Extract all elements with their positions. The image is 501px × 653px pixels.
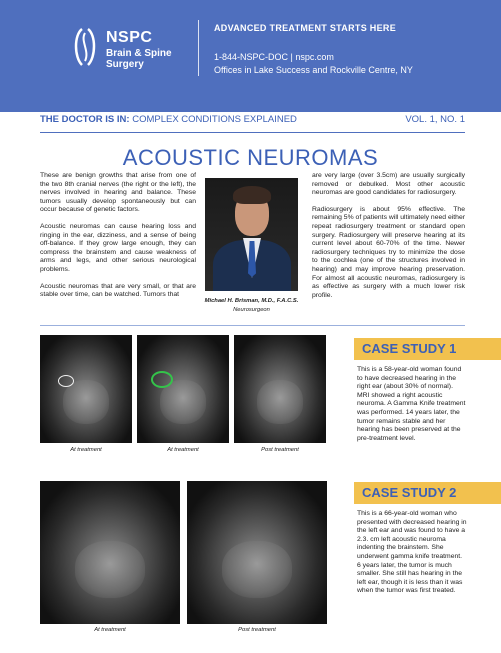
case1-mri-image-1 bbox=[40, 335, 132, 443]
radiosurgery-paragraph-1: are very large (over 3.5cm) are usually surgically removed or debulked. Most other acoustic neuromas are good candidates for radiosurgery. bbox=[312, 172, 465, 197]
case-study-2-heading: CASE STUDY 2 bbox=[354, 482, 501, 504]
header-divider bbox=[198, 20, 199, 76]
header-offices: Offices in Lake Success and Rockville Centre, NY bbox=[214, 65, 413, 75]
case-study-1-heading: CASE STUDY 1 bbox=[354, 338, 501, 360]
article-title: ACOUSTIC NEUROMAS bbox=[122, 145, 379, 170]
case2-caption-2: Post treatment bbox=[238, 627, 276, 633]
case1-caption-2: At treatment bbox=[167, 447, 199, 453]
doctor-role: Neurosurgeon bbox=[233, 307, 270, 313]
case1-mri-image-2 bbox=[137, 335, 229, 443]
intro-paragraph-1: These are benign growths that arise from one of the two 8th cranial nerves (the right or the left), the nerves involved in hearing and balance. These tumors usually develop spontaneously but can occur because of genetic factors. bbox=[40, 172, 196, 214]
header-phone-site[interactable]: 1-844-NSPC-DOC | nspc.com bbox=[214, 52, 334, 62]
case-study-1-text: This is a 58-year-old woman found to have decreased hearing in the right ear (about 30% of normal). MRI showed a right acoustic neuroma. A Gamma Knife treatment was performed. 14 years later, the tumor remains stable and her hearing has been preserved at the pre-treatment level. bbox=[357, 366, 466, 442]
case2-mri-image-2 bbox=[187, 481, 327, 624]
doctor-photo bbox=[205, 178, 298, 291]
case2-caption-1: At treatment bbox=[94, 627, 126, 633]
volume-number: VOL. 1, NO. 1 bbox=[405, 114, 465, 125]
case2-mri-image-1 bbox=[40, 481, 180, 624]
subheader-rest: COMPLEX CONDITIONS EXPLAINED bbox=[129, 114, 297, 125]
case1-mri-image-3 bbox=[234, 335, 326, 443]
intro-paragraph-3: Acoustic neuromas that are very small, or that are stable over time, can be watched. Tumors that bbox=[40, 282, 196, 299]
subheader-bold: THE DOCTOR IS IN: bbox=[40, 114, 130, 125]
case-study-2-text: This is a 66-year-old woman who presented with decreased hearing in the left ear and was found to have a 2.3. cm left acoustic neuroma indenting the brainstem. She underwent gamma knife treatment. 6 years later, the tumor is much smaller. She still has hearing in the left ear, though it is less than it was when the tumor was first treated. bbox=[357, 510, 467, 595]
intro-paragraph-2: Acoustic neuromas can cause hearing loss and ringing in the ear, dizziness, and a sense of being off-balance. If they grow large enough, they can compress the brainstem and cause weakness of arms and legs, and other serious neurological problems. bbox=[40, 222, 196, 273]
intro-column bbox=[40, 172, 196, 308]
nspc-logo[interactable] bbox=[70, 27, 190, 77]
doctor-name: Michael H. Brisman, M.D., F.A.C.S. bbox=[204, 298, 299, 304]
case1-caption-3: Post treatment bbox=[261, 447, 299, 453]
radiosurgery-paragraph-2: Radiosurgery is about 95% effective. The remaining 5% of patients will ultimately need either repeat radiosurgery treatment or standard open surgery. Radiosurgery will preserve hearing at its current level about 60-70% of the time. Newer radiosurgery techniques try to minimize the dose to the cochlea (one of the structures involved in hearing) and may improve hearing preservation. For almost all acoustic neuromas, radiosurgery is as effective as surgery with a much lower risk profile. bbox=[312, 205, 465, 299]
subheader-rule bbox=[40, 132, 465, 133]
section-divider bbox=[40, 325, 465, 326]
nspc-logo-icon bbox=[70, 27, 100, 67]
header-tagline: ADVANCED TREATMENT STARTS HERE bbox=[214, 23, 396, 33]
logo-name: NSPC bbox=[106, 29, 153, 46]
radiosurgery-column bbox=[312, 172, 465, 308]
section-subheader bbox=[40, 114, 465, 130]
logo-subtitle: Brain & Spine Surgery bbox=[106, 48, 172, 70]
case1-caption-1: At treatment bbox=[70, 447, 102, 453]
header-banner bbox=[0, 0, 501, 112]
